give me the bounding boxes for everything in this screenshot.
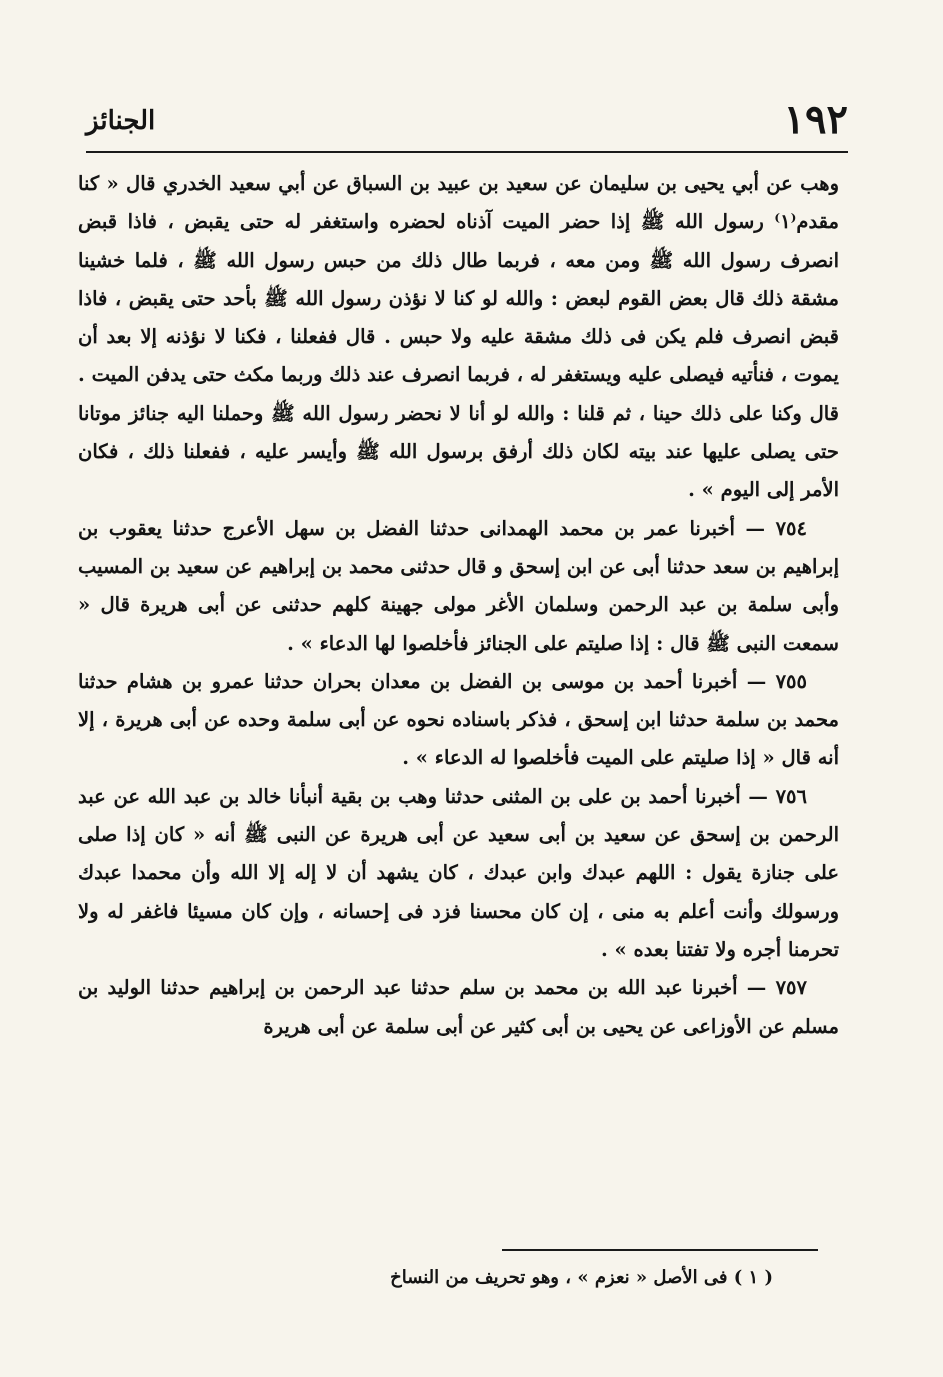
hadith-text: أخبرنا أحمد بن موسى بن الفضل بن معدان بحران حدثنا عمرو بن هشام حدثنا محمد بن سلمة حدثنا ابن إسحق ، فذكر باسناده نحوه عن أبى سلمة وحده عن أبى هريرة ، إلا أنه قال « إذا صليتم على الميت فأخلصوا له الدعاء » . [78,669,839,770]
hadith-756 [78,778,839,969]
hadith-number: ٧٥٥ [775,669,807,693]
hadith-number: ٧٥٧ [775,976,807,1000]
dash: — [748,784,768,808]
hadith-757 [78,969,839,1046]
page-header [86,94,848,154]
page-number: ١٩٢ [783,96,848,143]
running-title: الجنائز [86,106,156,136]
paragraph-continued: وهب عن أبي يحيى بن سليمان عن سعيد بن عبيد بن السباق عن أبي سعيد الخدري قال « كنا مقدم⁽١⁾ رسول الله ﷺ إذا حضر الميت آذناه لحضره واستغفر له حتى يقبض ، فاذا قبض انصرف رسول الله ﷺ ومن معه ، فربما طال ذلك من حبس رسول الله ﷺ ، فلما خشينا مشقة ذلك قال بعض القوم لبعض : والله لو كنا لا نؤذن رسول الله ﷺ بأحد حتى يقبض ، فاذا قبض انصرف فلم يكن فى ذلك مشقة عليه ولا حبس . قال ففعلنا ، فكنا لا نؤذنه إلا بعد أن يموت ، فنأتيه فيصلى عليه ويستغفر له ، فربما انصرف عند ذلك وربما مكث حتى يدفن الميت . قال وكنا على ذلك حينا ، ثم قلنا : والله لو أنا لا نحضر رسول الله ﷺ وحملنا اليه جنائز موتانا حتى يصلى عليها عند بيته لكان ذلك أرفق برسول الله ﷺ وأيسر عليه ، ففعلنا ذلك ، فكان الأمر إلى اليوم » . [78,172,839,502]
hadith-754 [78,510,839,663]
hadith-text: أخبرنا أحمد بن على بن المثنى حدثنا وهب بن بقية أنبأنا خالد بن عبد الله عن عبد الرحمن بن إسحق عن سعيد بن أبى سعيد عن أبى هريرة عن النبى ﷺ أنه « كان إذا صلى على جنازة يقول : اللهم عبدك وابن عبدك ، كان يشهد أن لا إله إلا الله وأن محمدا عبدك ورسولك وأنت أعلم به منى ، إن كان محسنا فزد فى إحسانه ، وإن كان مسيئا فاغفر له ولا تحرمنا أجره ولا تفتنا بعده » . [78,784,839,961]
footnote: ( ١ ) فى الأصل « نعزم » ، وهو تحريف من النساخ [390,1267,773,1288]
header-rule [86,151,848,153]
hadith-755 [78,663,839,778]
hadith-number: ٧٥٦ [775,784,807,808]
dash: — [746,976,767,1000]
main-text [78,165,839,1046]
dash: — [746,669,767,693]
hadith-text: أخبرنا عبد الله بن محمد بن سلم حدثنا عبد الرحمن بن إبراهيم حدثنا الوليد بن مسلم عن الأوزاعى عن يحيى بن أبى كثير عن أبى سلمة عن أبى هريرة [78,976,839,1038]
hadith-number: ٧٥٤ [775,516,807,540]
hadith-text: أخبرنا عمر بن محمد الهمدانى حدثنا الفضل بن سهل الأعرج حدثنا يعقوب بن إبراهيم بن سعد حدثنا أبى عن ابن إسحق و قال حدثنى محمد بن إبراهيم عن سعيد بن المسيب وأبى سلمة بن عبد الرحمن وسلمان الأغر مولى جهينة كلهم حدثنى عن أبى هريرة قال « سمعت النبى ﷺ قال : إذا صليتم على الجنائز فأخلصوا لها الدعاء » . [78,516,839,655]
footnote-rule [502,1249,818,1251]
dash: — [745,516,765,540]
